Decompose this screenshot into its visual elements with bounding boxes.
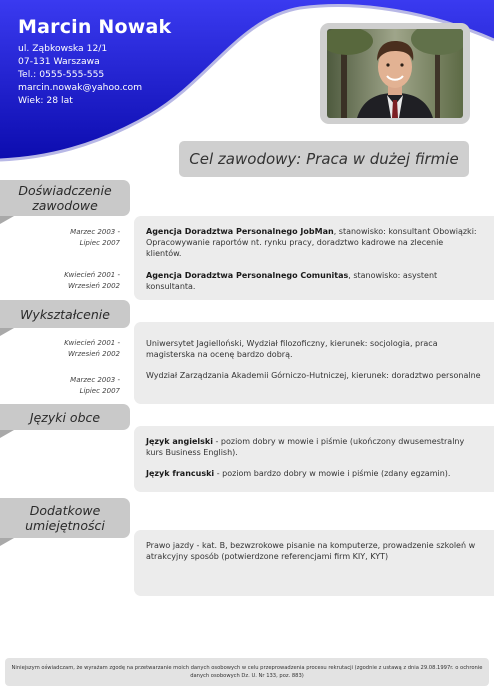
date-line: Marzec 2003 -	[70, 376, 120, 384]
date-line: Kwiecień 2001 -	[64, 271, 120, 279]
experience-entry-1	[146, 226, 481, 259]
company-name: Agencja Doradztwa Personalnego Comunitas	[146, 271, 349, 280]
date-line: Lipiec 2007	[79, 387, 120, 395]
experience-title-line-2: zawodowe	[32, 198, 98, 213]
entry-details: , stanowisko: konsultant Obowiązki: Opracowywanie raportów nt. rynku pracy, doradztwo kadrowe na zlecenie klientów.	[146, 227, 477, 258]
skills-title-line-1: Dodatkowe	[29, 503, 101, 518]
education-entry-2: Wydział Zarządzania Akademii Górniczo-Hutniczej, kierunek: doradztwo personalne	[146, 371, 481, 380]
experience-date-2	[40, 270, 120, 292]
section-title-languages	[0, 404, 130, 430]
tab-fold	[0, 538, 14, 546]
contact-info	[18, 42, 142, 107]
section-title-education	[0, 300, 130, 328]
tab-fold	[0, 430, 14, 438]
candidate-name: Marcin Nowak	[18, 16, 172, 38]
experience-date-1	[40, 227, 120, 249]
education-entry-1: Uniwersytet Jagielloński, Wydział filozoficzny, kierunek: socjologia, praca magisterska na ocenę bardzo dobrą.	[146, 339, 438, 359]
language-entry-1	[146, 436, 481, 458]
date-line: Wrzesień 2002	[67, 282, 120, 290]
date-line: Wrzesień 2002	[67, 350, 120, 358]
language-level: - poziom dobry w mowie i piśmie (ukończony dwusemestralny kurs Business English).	[146, 437, 465, 457]
languages-title: Języki obce	[29, 409, 101, 425]
date-line: Marzec 2003 -	[70, 228, 120, 236]
education-date-1	[40, 338, 120, 360]
language-entry-2	[146, 468, 481, 479]
education-date-2	[40, 375, 120, 397]
profile-photo	[327, 29, 463, 118]
photo-frame	[320, 23, 470, 124]
language-level: - poziom bardzo dobry w mowie i piśmie (zdany egzamin).	[214, 469, 451, 478]
date-line: Lipiec 2007	[79, 239, 120, 247]
consent-text: Niniejszym oświadczam, że wyrażam zgodę na przetwarzanie moich danych osobowych w celu przeprowadzenia procesu rekrutacji (zgodnie z ustawą z dnia 29.08.1997r. o ochronie danych osobowych Dz. U. Nr 133, poz. 883)	[11, 665, 483, 679]
gdpr-consent-clause	[5, 658, 489, 686]
education-title: Wykształcenie	[20, 306, 110, 322]
phone: Tel.: 0555-555-555	[18, 69, 105, 80]
tab-fold	[0, 216, 14, 224]
address-line-2: 07-131 Warszawa	[18, 56, 100, 67]
section-title-skills	[0, 498, 130, 538]
education-content	[134, 322, 494, 404]
tab-fold	[0, 328, 14, 336]
experience-title-line-1: Doświadczenie	[18, 183, 112, 198]
address-line-1: ul. Ząbkowska 12/1	[18, 43, 108, 54]
age: Wiek: 28 lat	[18, 95, 73, 106]
entry-details: , stanowisko: asystent konsultanta.	[146, 271, 438, 291]
skills-title-line-2: umiejętności	[25, 518, 105, 533]
language-name: Język angielski	[146, 437, 213, 446]
date-line: Kwiecień 2001 -	[64, 339, 120, 347]
email: marcin.nowak@yahoo.com	[18, 82, 143, 93]
company-name: Agencja Doradztwa Personalnego JobMan	[146, 227, 334, 236]
career-goal: Cel zawodowy: Praca w dużej firmie	[179, 141, 469, 177]
language-name: Język francuski	[146, 469, 215, 478]
experience-entry-2	[146, 270, 481, 292]
skills-text: Prawo jazdy - kat. B, bezwzrokowe pisanie na komputerze, prowadzenie szkoleń w atrakcyjny sposób (potwierdzone referencjami firm KIY, KYT)	[146, 541, 476, 561]
section-title-experience	[0, 180, 130, 216]
